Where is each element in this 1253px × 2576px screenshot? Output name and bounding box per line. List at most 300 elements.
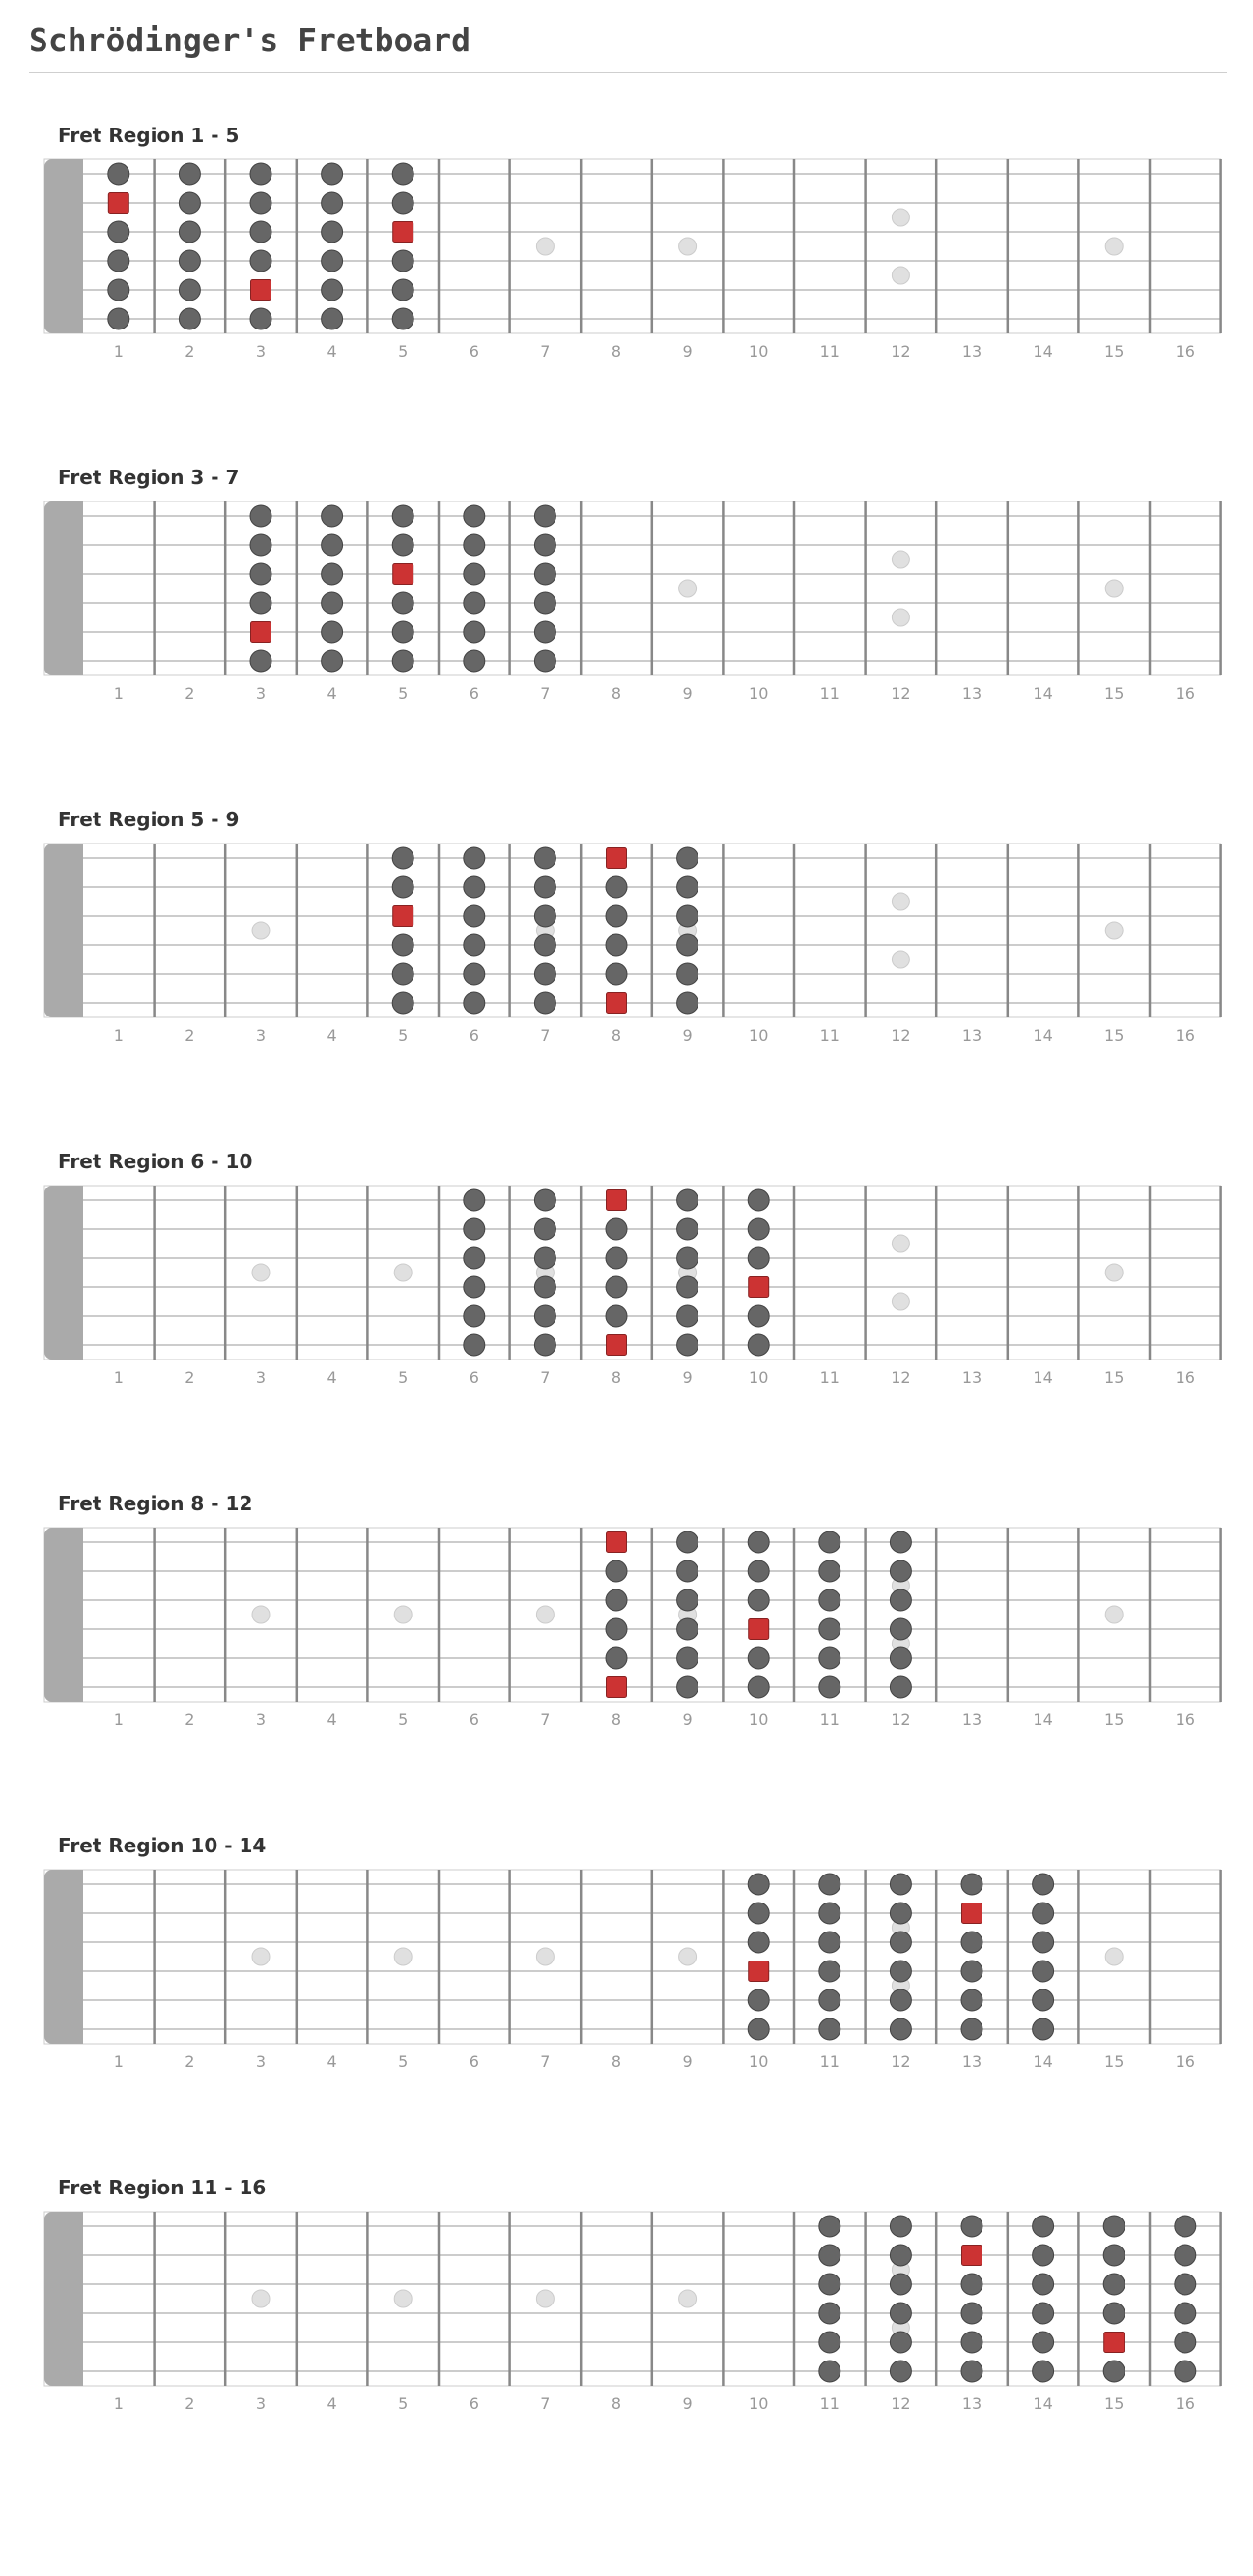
fret-number: 2 xyxy=(185,2394,195,2413)
scale-note xyxy=(322,505,343,527)
fret-number: 8 xyxy=(611,2394,622,2413)
fret-number: 1 xyxy=(113,2394,124,2413)
fret-number: 4 xyxy=(327,684,337,702)
root-note xyxy=(607,1190,627,1211)
fret-number: 1 xyxy=(113,1026,124,1045)
inlay-dot xyxy=(394,1606,412,1623)
scale-note xyxy=(464,934,485,956)
scale-note xyxy=(819,2361,840,2382)
scale-note xyxy=(677,905,698,927)
root-note xyxy=(108,193,128,214)
region-title: Fret Region 1 - 5 xyxy=(58,124,240,147)
fret-number: 3 xyxy=(255,2052,267,2071)
scale-note xyxy=(890,2332,911,2353)
scale-note xyxy=(108,163,129,185)
inlay-dot xyxy=(1105,1606,1123,1623)
scale-note xyxy=(890,1647,911,1669)
fret-number: 11 xyxy=(819,1710,840,1729)
root-note xyxy=(607,848,627,869)
scale-note xyxy=(677,1218,698,1240)
scale-note xyxy=(392,650,413,672)
scale-note xyxy=(108,221,129,243)
scale-note xyxy=(464,1276,485,1298)
scale-note xyxy=(1175,2303,1196,2324)
scale-note xyxy=(179,221,200,243)
root-note xyxy=(962,1903,982,1924)
scale-note xyxy=(464,505,485,527)
scale-note xyxy=(250,650,271,672)
inlay-dot xyxy=(536,2290,554,2307)
scale-note xyxy=(322,279,343,301)
scale-note xyxy=(748,1676,769,1698)
inlay-dot xyxy=(1105,580,1123,597)
scale-note xyxy=(1033,2018,1054,2040)
fret-number: 5 xyxy=(398,1710,409,1729)
fret-number: 12 xyxy=(891,342,911,360)
root-note xyxy=(607,1532,627,1553)
scale-note xyxy=(1033,1874,1054,1895)
scale-note xyxy=(819,2332,840,2353)
fret-region xyxy=(0,2176,1253,2495)
fret-number: 9 xyxy=(682,1026,693,1045)
scale-note xyxy=(534,650,555,672)
fret-number: 7 xyxy=(540,1026,551,1045)
scale-note xyxy=(250,192,271,214)
fret-number: 16 xyxy=(1175,684,1195,702)
scale-note xyxy=(677,1334,698,1356)
scale-note xyxy=(677,1560,698,1582)
fret-number: 8 xyxy=(611,684,622,702)
scale-note xyxy=(961,2303,982,2324)
scale-note xyxy=(606,963,627,985)
fret-number: 13 xyxy=(961,684,982,702)
inlay-dot xyxy=(679,1948,697,1965)
fret-number: 4 xyxy=(327,1710,337,1729)
fret-number: 14 xyxy=(1033,2394,1053,2413)
fret-number: 10 xyxy=(749,1368,769,1387)
fret-number: 2 xyxy=(185,684,195,702)
scale-note xyxy=(819,1647,840,1669)
fret-number: 7 xyxy=(540,684,551,702)
scale-note xyxy=(961,2018,982,2040)
inlay-dot xyxy=(892,1235,909,1252)
fret-number: 6 xyxy=(469,1026,479,1045)
fretboard xyxy=(0,1502,1253,1811)
scale-note xyxy=(250,534,271,556)
inlay-dot xyxy=(252,2290,270,2307)
scale-note xyxy=(819,1676,840,1698)
root-note xyxy=(393,564,413,585)
nut xyxy=(64,2212,83,2386)
scale-note xyxy=(677,1247,698,1269)
scale-note xyxy=(890,1560,911,1582)
fret-number: 11 xyxy=(819,2052,840,2071)
scale-note xyxy=(1103,2245,1125,2266)
scale-note xyxy=(890,1531,911,1553)
scale-note xyxy=(534,963,555,985)
scale-note xyxy=(464,876,485,898)
region-title: Fret Region 6 - 10 xyxy=(58,1150,253,1173)
scale-note xyxy=(464,650,485,672)
fret-number: 6 xyxy=(469,684,479,702)
scale-note xyxy=(748,1989,769,2011)
scale-note xyxy=(819,1961,840,1982)
scale-note xyxy=(464,847,485,869)
fret-number: 5 xyxy=(398,2052,409,2071)
fret-number: 11 xyxy=(819,2394,840,2413)
fret-number: 13 xyxy=(961,1710,982,1729)
scale-note xyxy=(322,221,343,243)
fret-number: 12 xyxy=(891,2394,911,2413)
scale-note xyxy=(1175,2361,1196,2382)
nut xyxy=(64,1870,83,2044)
scale-note xyxy=(961,1932,982,1953)
scale-note xyxy=(534,1305,555,1327)
fret-number: 4 xyxy=(327,2394,337,2413)
fret-number: 3 xyxy=(255,684,267,702)
fret-number: 8 xyxy=(611,2052,622,2071)
scale-note xyxy=(819,1560,840,1582)
scale-note xyxy=(1033,2361,1054,2382)
scale-note xyxy=(464,1305,485,1327)
scale-note xyxy=(392,992,413,1014)
inlay-dot xyxy=(536,1948,554,1965)
scale-note xyxy=(606,1247,627,1269)
region-title: Fret Region 8 - 12 xyxy=(58,1492,253,1515)
fret-number: 12 xyxy=(891,2052,911,2071)
fret-number: 13 xyxy=(961,2394,982,2413)
scale-note xyxy=(1033,1932,1054,1953)
scale-note xyxy=(890,2303,911,2324)
inlay-dot xyxy=(892,551,909,568)
scale-note xyxy=(322,308,343,329)
scale-note xyxy=(1175,2216,1196,2237)
scale-note xyxy=(392,963,413,985)
scale-note xyxy=(1033,2332,1054,2353)
scale-note xyxy=(606,1305,627,1327)
scale-note xyxy=(819,1874,840,1895)
page-title: Schrödinger's Fretboard xyxy=(29,21,470,59)
scale-note xyxy=(961,1961,982,1982)
fret-number: 8 xyxy=(611,1368,622,1387)
scale-note xyxy=(961,2216,982,2237)
scale-note xyxy=(392,592,413,614)
scale-note xyxy=(250,250,271,272)
scale-note xyxy=(890,2018,911,2040)
scale-note xyxy=(392,847,413,869)
root-note xyxy=(1104,2333,1125,2353)
fret-number: 2 xyxy=(185,1026,195,1045)
scale-note xyxy=(179,250,200,272)
scale-note xyxy=(606,905,627,927)
region-title: Fret Region 11 - 16 xyxy=(58,2176,267,2199)
fret-number: 14 xyxy=(1033,342,1053,360)
scale-note xyxy=(322,650,343,672)
region-title: Fret Region 5 - 9 xyxy=(58,808,240,831)
fretboard xyxy=(0,817,1253,1127)
scale-note xyxy=(1175,2245,1196,2266)
scale-note xyxy=(606,1618,627,1640)
fret-number: 2 xyxy=(185,1710,195,1729)
scale-note xyxy=(890,2361,911,2382)
fret-number: 10 xyxy=(749,342,769,360)
fret-number: 7 xyxy=(540,2394,551,2413)
scale-note xyxy=(534,621,555,643)
scale-note xyxy=(819,1932,840,1953)
inlay-dot xyxy=(536,238,554,255)
scale-note xyxy=(534,505,555,527)
scale-note xyxy=(961,2361,982,2382)
scale-note xyxy=(392,192,413,214)
scale-note xyxy=(677,1589,698,1611)
root-note xyxy=(749,1277,769,1298)
fret-number: 14 xyxy=(1033,1710,1053,1729)
root-note xyxy=(607,993,627,1014)
scale-note xyxy=(108,308,129,329)
fret-number: 4 xyxy=(327,1026,337,1045)
scale-note xyxy=(322,534,343,556)
scale-note xyxy=(819,1531,840,1553)
fret-number: 12 xyxy=(891,1026,911,1045)
scale-note xyxy=(179,279,200,301)
scale-note xyxy=(1033,2245,1054,2266)
scale-note xyxy=(322,250,343,272)
scale-note xyxy=(961,2274,982,2295)
inlay-dot xyxy=(394,1264,412,1281)
scale-note xyxy=(606,1218,627,1240)
fret-number: 14 xyxy=(1033,1368,1053,1387)
scale-note xyxy=(890,1932,911,1953)
nut xyxy=(64,844,83,1017)
fret-number: 2 xyxy=(185,1368,195,1387)
scale-note xyxy=(534,592,555,614)
fret-number: 4 xyxy=(327,2052,337,2071)
fret-number: 13 xyxy=(961,342,982,360)
fret-number: 1 xyxy=(113,1710,124,1729)
fret-number: 5 xyxy=(398,1026,409,1045)
scale-note xyxy=(464,534,485,556)
scale-note xyxy=(748,1874,769,1895)
fretboard xyxy=(0,475,1253,785)
fret-number: 15 xyxy=(1104,1710,1125,1729)
fret-number: 16 xyxy=(1175,2052,1195,2071)
scale-note xyxy=(250,163,271,185)
inlay-dot xyxy=(892,1293,909,1310)
fret-number: 15 xyxy=(1104,2052,1125,2071)
fret-number: 3 xyxy=(255,1368,267,1387)
scale-note xyxy=(677,963,698,985)
inlay-dot xyxy=(679,2290,697,2307)
scale-note xyxy=(1103,2361,1125,2382)
scale-note xyxy=(961,1874,982,1895)
fret-number: 9 xyxy=(682,684,693,702)
fretboard-background xyxy=(44,1528,1221,1702)
fret-number: 11 xyxy=(819,684,840,702)
fret-number: 11 xyxy=(819,1026,840,1045)
nut xyxy=(64,501,83,675)
fret-number: 4 xyxy=(327,1368,337,1387)
scale-note xyxy=(534,905,555,927)
scale-note xyxy=(748,1189,769,1211)
fret-number: 14 xyxy=(1033,1026,1053,1045)
inlay-dot xyxy=(892,209,909,226)
scale-note xyxy=(748,1589,769,1611)
scale-note xyxy=(890,1903,911,1924)
inlay-dot xyxy=(394,2290,412,2307)
nut xyxy=(64,1186,83,1360)
scale-note xyxy=(250,505,271,527)
fret-number: 3 xyxy=(255,2394,267,2413)
fretboard xyxy=(0,133,1253,443)
fret-number: 14 xyxy=(1033,684,1053,702)
scale-note xyxy=(606,1647,627,1669)
fret-number: 7 xyxy=(540,1368,551,1387)
scale-note xyxy=(392,876,413,898)
scale-note xyxy=(392,505,413,527)
scale-note xyxy=(677,1276,698,1298)
fret-number: 2 xyxy=(185,342,195,360)
scale-note xyxy=(534,534,555,556)
scale-note xyxy=(322,592,343,614)
inlay-dot xyxy=(892,951,909,968)
scale-note xyxy=(392,163,413,185)
inlay-dot xyxy=(252,922,270,939)
root-note xyxy=(962,2246,982,2266)
fret-number: 6 xyxy=(469,2394,479,2413)
scale-note xyxy=(1103,2216,1125,2237)
fret-number: 9 xyxy=(682,2394,693,2413)
scale-note xyxy=(179,308,200,329)
scale-note xyxy=(606,876,627,898)
fret-number: 7 xyxy=(540,1710,551,1729)
scale-note xyxy=(677,1305,698,1327)
scale-note xyxy=(108,279,129,301)
scale-note xyxy=(464,963,485,985)
fret-number: 10 xyxy=(749,1710,769,1729)
fret-number: 13 xyxy=(961,2052,982,2071)
scale-note xyxy=(250,592,271,614)
fret-number: 11 xyxy=(819,1368,840,1387)
inlay-dot xyxy=(892,267,909,284)
fret-number: 5 xyxy=(398,2394,409,2413)
fretboard-background xyxy=(44,501,1221,675)
scale-note xyxy=(677,1676,698,1698)
scale-note xyxy=(890,1989,911,2011)
scale-note xyxy=(179,192,200,214)
scale-note xyxy=(1033,1989,1054,2011)
inlay-dot xyxy=(252,1948,270,1965)
root-note xyxy=(393,906,413,927)
scale-note xyxy=(534,847,555,869)
fret-number: 7 xyxy=(540,2052,551,2071)
inlay-dot xyxy=(536,1606,554,1623)
fretboard-background xyxy=(44,844,1221,1017)
scale-note xyxy=(890,2216,911,2237)
scale-note xyxy=(534,1218,555,1240)
fret-number: 13 xyxy=(961,1026,982,1045)
fret-number: 14 xyxy=(1033,2052,1053,2071)
scale-note xyxy=(819,2216,840,2237)
scale-note xyxy=(677,876,698,898)
scale-note xyxy=(250,563,271,585)
scale-note xyxy=(534,934,555,956)
scale-note xyxy=(464,1218,485,1240)
fret-number: 1 xyxy=(113,684,124,702)
fret-number: 15 xyxy=(1104,1368,1125,1387)
fret-number: 6 xyxy=(469,2052,479,2071)
region-title: Fret Region 10 - 14 xyxy=(58,1834,267,1857)
root-note xyxy=(749,1961,769,1982)
scale-note xyxy=(748,1560,769,1582)
scale-note xyxy=(392,534,413,556)
scale-note xyxy=(179,163,200,185)
scale-note xyxy=(1103,2303,1125,2324)
scale-note xyxy=(819,2245,840,2266)
inlay-dot xyxy=(679,238,697,255)
fret-number: 16 xyxy=(1175,1368,1195,1387)
inlay-dot xyxy=(1105,1948,1123,1965)
scale-note xyxy=(322,192,343,214)
nut xyxy=(64,159,83,333)
root-note xyxy=(251,280,271,301)
fret-number: 10 xyxy=(749,2394,769,2413)
fret-number: 15 xyxy=(1104,2394,1125,2413)
scale-note xyxy=(748,1305,769,1327)
scale-note xyxy=(534,1247,555,1269)
fret-number: 13 xyxy=(961,1368,982,1387)
scale-note xyxy=(392,621,413,643)
scale-note xyxy=(819,2274,840,2295)
scale-note xyxy=(464,1189,485,1211)
root-note xyxy=(749,1619,769,1640)
scale-note xyxy=(819,1989,840,2011)
inlay-dot xyxy=(394,1948,412,1965)
scale-note xyxy=(677,992,698,1014)
inlay-dot xyxy=(252,1606,270,1623)
scale-note xyxy=(534,563,555,585)
scale-note xyxy=(464,1247,485,1269)
inlay-dot xyxy=(679,580,697,597)
root-note xyxy=(607,1335,627,1356)
scale-note xyxy=(890,1676,911,1698)
fretboard xyxy=(0,1159,1253,1469)
region-title: Fret Region 3 - 7 xyxy=(58,466,240,489)
fret-number: 16 xyxy=(1175,1026,1195,1045)
scale-note xyxy=(819,1903,840,1924)
scale-note xyxy=(534,876,555,898)
fretboard-background xyxy=(44,1870,1221,2044)
scale-note xyxy=(748,2018,769,2040)
scale-note xyxy=(464,592,485,614)
scale-note xyxy=(748,1218,769,1240)
fret-region xyxy=(0,466,1253,785)
scale-note xyxy=(464,1334,485,1356)
scale-note xyxy=(819,1618,840,1640)
fret-number: 6 xyxy=(469,1710,479,1729)
fret-number: 16 xyxy=(1175,1710,1195,1729)
scale-note xyxy=(250,221,271,243)
scale-note xyxy=(606,1560,627,1582)
fret-number: 3 xyxy=(255,1710,267,1729)
fret-number: 16 xyxy=(1175,342,1195,360)
fret-number: 10 xyxy=(749,2052,769,2071)
scale-note xyxy=(1033,2216,1054,2237)
scale-note xyxy=(677,1618,698,1640)
scale-note xyxy=(464,905,485,927)
fret-number: 4 xyxy=(327,342,337,360)
scale-note xyxy=(392,279,413,301)
scale-note xyxy=(677,1189,698,1211)
